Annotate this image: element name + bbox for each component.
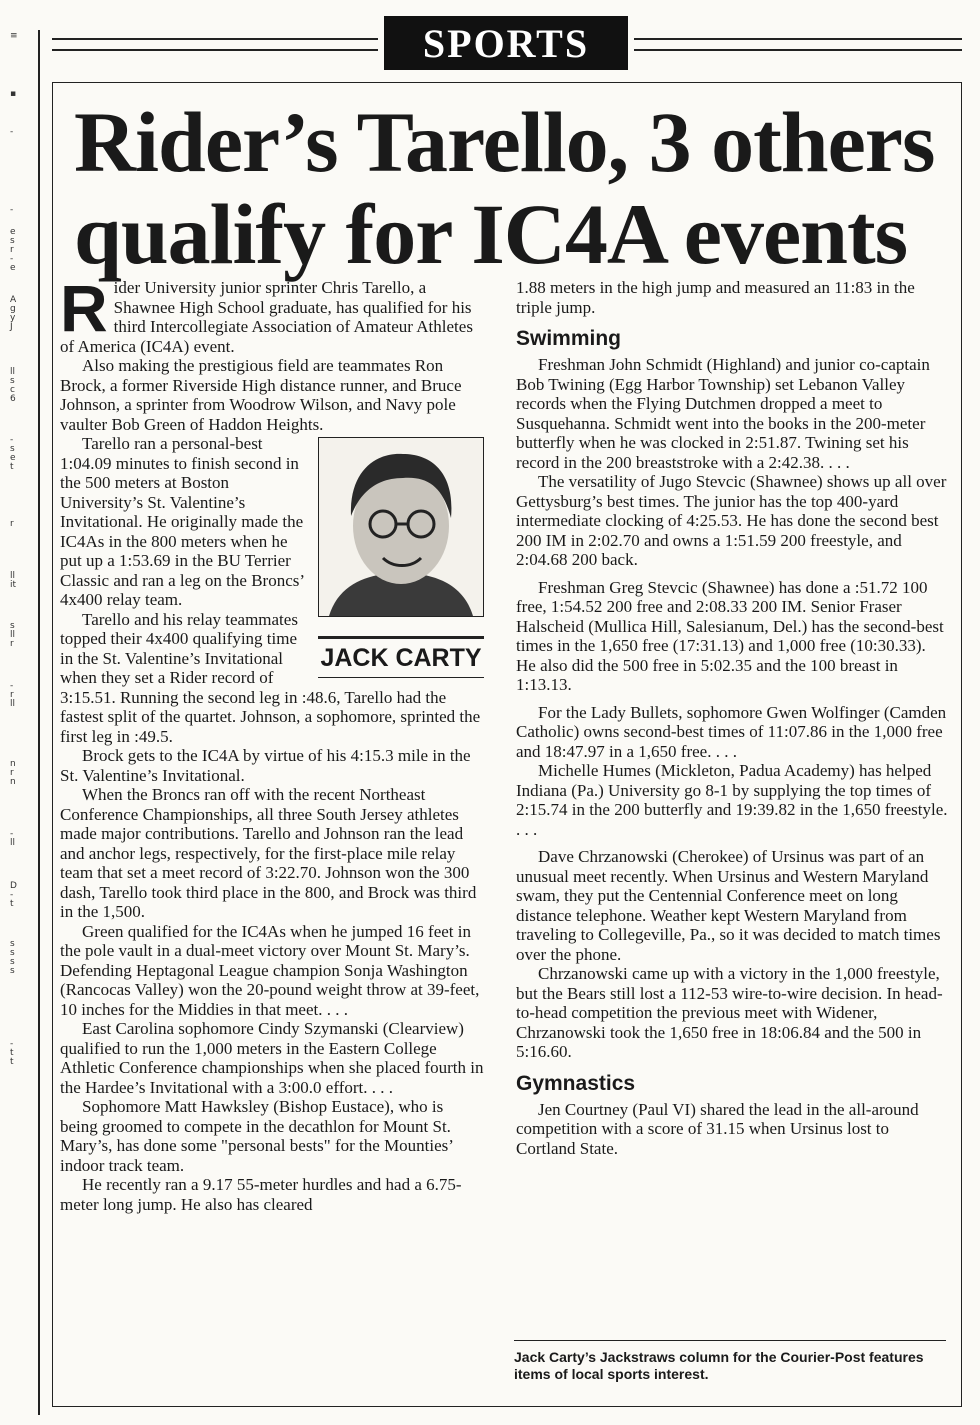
page-edge-marks: ≡ ▪ - - e s r - e A g y J ll s c 6 - s e t r ll it s ll r - r ll n r n - ll D - t s s s s - t t xyxy=(10,31,18,1067)
left-column xyxy=(60,271,484,1214)
gymnastics-heading: Gymnastics xyxy=(516,1071,636,1095)
paragraph: The versatility of Jugo Stevcic (Shawnee) shows up all over Gettysburg’s best times. The junior has the top 400-yard intermediate clocking of 4:25.53. He has done the second best 200 IM in 2:02.70 and owns a 1:51.59 200 freestyle, and 2:04.68 200 back. xyxy=(516,472,947,569)
paragraph: Chrzanowski came up with a victory in the 1,000 freestyle, but the Bears still lost a 112-53 wire-to-wire decision. In head-to-head competition the previous meet with Widener, Chrzanowski took the 1,650 free in 18:06.84 and the 500 in 5:16.60. xyxy=(516,964,943,1061)
paragraph: Tarello ran a personal-best 1:04.09 minutes to finish second in the 500 meters at Boston University’s St. Valentine’s Invitational. He originally made the IC4As in the 800 meters when he put up a 1:53.69 in the BU Terrier Classic and ran a leg on the Broncs’ 4x400 relay team. xyxy=(60,434,304,609)
paragraph: Green qualified for the IC4As when he jumped 16 feet in the pole vault in a dual-meet victory over Mount St. Mary’s. Defending Heptagonal League champion Sonja Washington (Rancocas Valley) won the 20-pound weight throw at 39-feet, 10 inches for the Middies in that meet. . . . xyxy=(60,921,480,1019)
paragraph: Tarello and his relay teammates topped their 4x400 qualifying time in the St. Valentine’s Invitational when they set a Rider record of 3:15.51. Running the second leg in :48.6, Tarello had the fastest split of the quartet. Johnson, a sophomore, sprinted the first leg in :49.5. xyxy=(60,609,481,746)
paragraph: 1.88 meters in the high jump and measured an 11:83 in the triple jump. xyxy=(516,278,915,317)
paragraph: Michelle Humes (Mickleton, Padua Academy) has helped Indiana (Pa.) University go 8-1 by supplying the top times of 2:15.74 in the 200 butterfly and 19:39.82 in the 1,650 freestyle. . . . xyxy=(516,761,948,839)
paragraph: He recently ran a 9.17 55-meter hurdles and had a 6.75-meter long jump. He also has cleared xyxy=(60,1175,462,1214)
paragraph: For the Lady Bullets, sophomore Gwen Wolfinger (Camden Catholic) owns second-best times of 11:07.86 in the 1,000 free and 18:47.97 in a 1,650 free. . . . xyxy=(516,702,947,761)
paragraph: East Carolina sophomore Cindy Szymanski (Clearview) qualified to run the 1,000 meters in the Eastern College Athletic Conference championships when she placed fourth in the Hardee’s Invitational with a 3:00.0 effort. . . . xyxy=(60,1019,484,1097)
paragraph: Freshman John Schmidt (Highland) and junior co-captain Bob Twining (Egg Harbor Township) set Lebanon Valley records when the Flying Dutchmen dropped a meet to Susquehanna. Schmidt went into the books in the 200-meter butterfly when he was clocked in 2:51.87. Twining set his record in the 200 breaststroke with a 2:42.38. . . . xyxy=(516,355,930,472)
columnist-photo-box xyxy=(318,437,484,678)
swimming-heading: Swimming xyxy=(516,327,622,350)
paragraph: When the Broncs ran off with the recent Northeast Conference Championships, all three South Jersey athletes made major contributions. Tarello and Johnson ran the lead and anchor legs, respectively, for the first-place mile relay team that set a meet record of 3:22.70. Johnson won the 300 dash, Tarello took third place in the 800, and Brock was third in the 1,500. xyxy=(60,785,477,921)
paragraph: ider University junior sprinter Chris Tarello, a Shawnee High School graduate, has qualified for his third Intercollegiate Association of Amateur Athletes of America (IC4A) event. xyxy=(60,278,473,356)
right-column xyxy=(516,278,948,1158)
columnist-photo xyxy=(318,437,484,617)
paragraph: Freshman Greg Stevcic (Shawnee) has done a :51.72 100 free, 1:54.52 200 free and 2:08.33 200 IM. Senior Fraser Halscheid (Mullica Hill, Salesianum, Del.) has the second-best times in the 1,650 free (17:31.13) and 1,000 free (10:30.33). He also did the 500 free in 5:02.35 and the 100 breast in 1:13.13. xyxy=(516,577,944,694)
banner-rule-right xyxy=(634,38,962,51)
banner-rule-left xyxy=(52,38,378,51)
drop-cap: R xyxy=(60,271,108,345)
paragraph: Sophomore Matt Hawksley (Bishop Eustace), who is being groomed to compete in the decathlon for Mount St. Mary’s, has done some "personal bests" for the Mounties’ indoor track team. xyxy=(60,1097,453,1175)
headline: Rider’s Tarello, 3 others qualify for IC4A events xyxy=(74,94,935,282)
paragraph: Dave Chrzanowski (Cherokee) of Ursinus was part of an unusual meet recently. When Ursinus and Western Maryland swam, they put the Centennial Conference meet on long distance telephone. Weather kept Western Maryland from traveling to Collegeville, Pa., so it was decided to match times over the phone. xyxy=(516,847,941,964)
edge-rule xyxy=(38,30,40,1415)
column-footer: Jack Carty’s Jackstraws column for the Courier-Post features items of local sports interest. xyxy=(514,1340,946,1383)
paragraph: Also making the prestigious field are teammates Ron Brock, a former Riverside High distance runner, and Bruce Johnson, a sprinter from Woodrow Wilson, and Navy pole vaulter Bob Green of Haddon Heights. xyxy=(60,356,462,434)
section-banner: SPORTS xyxy=(384,16,628,70)
paragraph: Jen Courtney (Paul VI) shared the lead in the all-around competition with a score of 31.15 when Ursinus lost to Cortland State. xyxy=(516,1099,919,1158)
paragraph: Brock gets to the IC4A by virtue of his 4:15.3 mile in the St. Valentine’s Invitational. xyxy=(60,746,471,785)
byline: JACK CARTY xyxy=(318,639,484,678)
